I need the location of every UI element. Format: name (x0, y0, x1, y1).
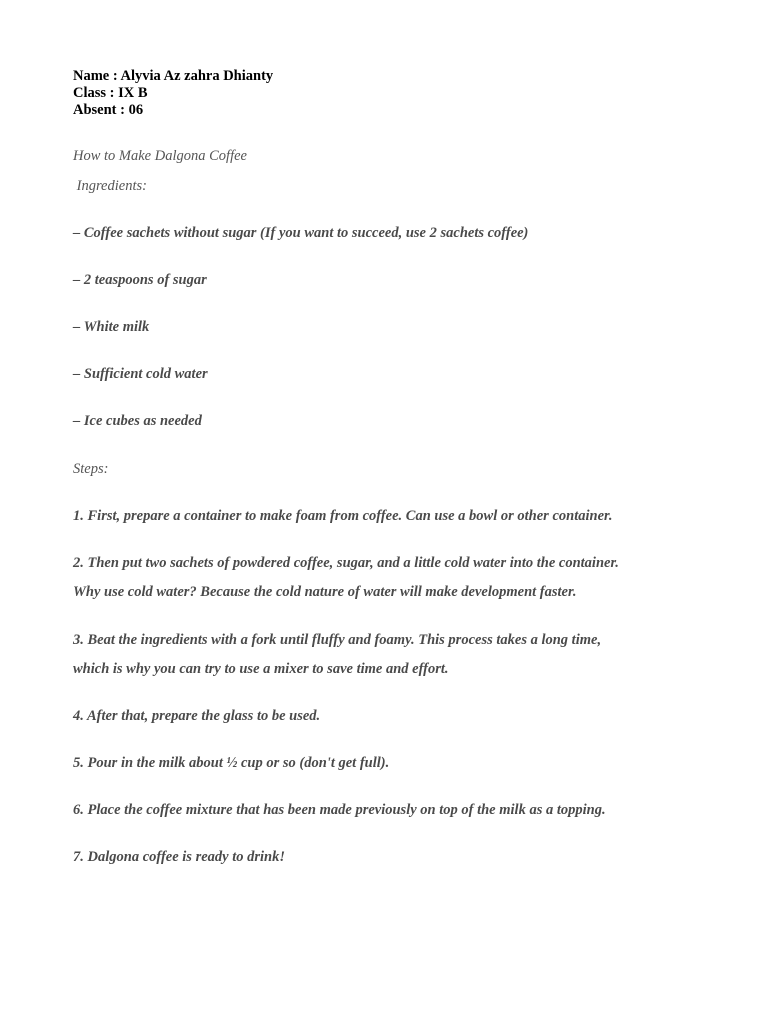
ingredient-item: – Ice cubes as needed (73, 413, 202, 429)
ingredient-item: – Coffee sachets without sugar (If you want to succeed, use 2 sachets coffee) (73, 225, 529, 241)
student-class: Class : IX B (73, 85, 148, 101)
student-info (73, 68, 273, 119)
step-line: 5. Pour in the milk about ½ cup or so (don't get full). (73, 755, 390, 771)
step-line: 1. First, prepare a container to make foam from coffee. Can use a bowl or other container. (73, 508, 613, 524)
step-line: 3. Beat the ingredients with a fork until fluffy and foamy. This process takes a long time, (73, 632, 602, 648)
student-absent-number: Absent : 06 (73, 102, 144, 118)
step-line: 6. Place the coffee mixture that has been made previously on top of the milk as a topping. (73, 802, 606, 818)
ingredient-item: – White milk (73, 319, 150, 335)
ingredient-item: – Sufficient cold water (73, 366, 208, 382)
step-line: 4. After that, prepare the glass to be used. (73, 708, 321, 724)
student-name: Name : Alyvia Az zahra Dhianty (73, 68, 274, 84)
recipe-title: How to Make Dalgona Coffee (73, 148, 247, 164)
steps-heading: Steps: (73, 461, 109, 477)
step-line: Why use cold water? Because the cold nature of water will make development faster. (73, 584, 577, 600)
ingredients-heading: Ingredients: (73, 178, 147, 194)
step-line: 2. Then put two sachets of powdered coffee, sugar, and a little cold water into the container. (73, 555, 619, 571)
ingredient-item: – 2 teaspoons of sugar (73, 272, 207, 288)
step-line: 7. Dalgona coffee is ready to drink! (73, 849, 285, 865)
step-line: which is why you can try to use a mixer to save time and effort. (73, 661, 449, 677)
